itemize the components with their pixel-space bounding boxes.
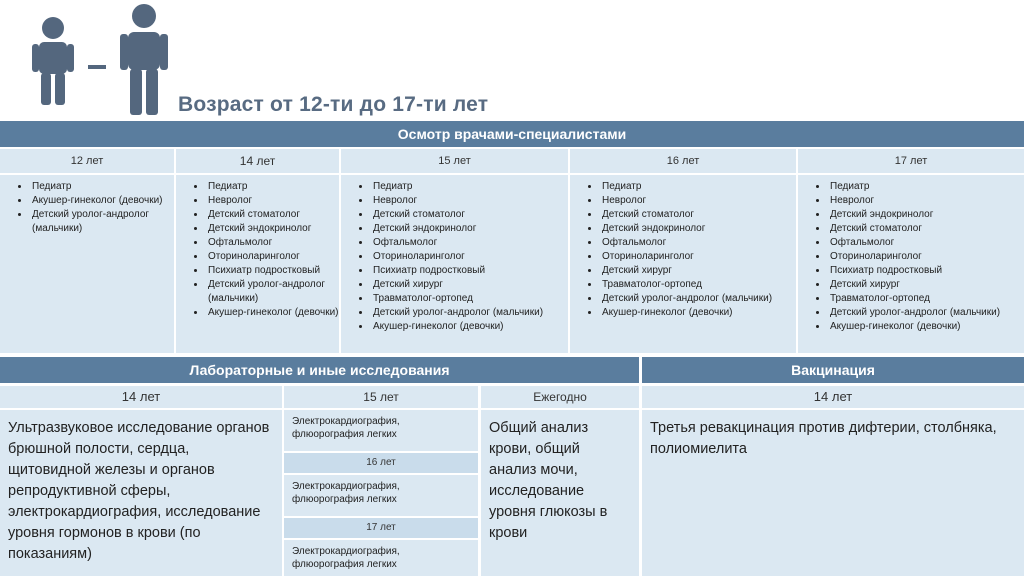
specialist-item: • Оториноларинголог [206, 250, 339, 264]
specialist-item: • Акушер-гинеколог (девочки) [371, 320, 568, 334]
exam-list-15 [341, 175, 568, 353]
specialist-item: • Педиатр [600, 180, 796, 194]
specialist-list [0, 180, 174, 236]
specialist-item: • Детский эндокринолог [828, 208, 1024, 222]
lab-text-16 [284, 475, 478, 516]
lab-text-16-content: Электрокардиография, флюорография легких [292, 481, 400, 505]
lab-text-yearly-content: Общий анализ крови, общий анализ мочи, исследование уровня глюкозы в крови [489, 420, 608, 541]
specialist-item: • Педиатр [206, 180, 339, 194]
specialist-item: • Офтальмолог [206, 236, 339, 250]
specialist-item: • Акушер-гинеколог (девочки) [30, 194, 174, 208]
specialist-item: • Детский хирург [371, 278, 568, 292]
teen-figure-icon [118, 3, 170, 117]
specialist-item: • Психиатр подростковый [206, 264, 339, 278]
specialist-item: • Психиатр подростковый [371, 264, 568, 278]
exam-list-14 [176, 175, 339, 353]
specialist-item: • Офтальмолог [828, 236, 1024, 250]
specialist-item: • Невролог [828, 194, 1024, 208]
vacc-header: Вакцинация [642, 357, 1024, 383]
lab-header: Лабораторные и иные исследования [0, 357, 639, 383]
exam-age-17: 17 лет [798, 149, 1024, 173]
dash-separator [88, 65, 106, 69]
lab-text-15 [284, 410, 478, 451]
specialist-item: • Детский уролог-андролог (мальчики) [828, 306, 1024, 320]
specialist-item: • Педиатр [828, 180, 1024, 194]
specialist-list [341, 180, 568, 334]
specialist-list [798, 180, 1024, 334]
exam-list-12 [0, 175, 174, 353]
lab-text-15-content: Электрокардиография, флюорография легких [292, 416, 400, 440]
specialist-item: • Детский уролог-андролог (мальчики) [371, 306, 568, 320]
specialist-item: • Детский стоматолог [600, 208, 796, 222]
specialist-item: • Детский стоматолог [371, 208, 568, 222]
specialist-item: • Акушер-гинеколог (девочки) [828, 320, 1024, 334]
exam-age-12: 12 лет [0, 149, 174, 173]
specialist-item: • Детский уролог-андролог (мальчики) [206, 278, 339, 306]
specialist-item: • Детский уролог-андролог (мальчики) [600, 292, 796, 306]
lab-text-14 [0, 410, 282, 576]
exam-list-16 [570, 175, 796, 353]
lab-age-15: 15 лет [284, 386, 478, 408]
specialist-item: • Невролог [600, 194, 796, 208]
exam-age-16: 16 лет [570, 149, 796, 173]
specialist-item: • Детский стоматолог [828, 222, 1024, 236]
lab-age-yearly: Ежегодно [481, 386, 639, 408]
lab-text-yearly [481, 410, 639, 576]
lab-age-14: 14 лет [0, 386, 282, 408]
specialist-item: • Детский хирург [600, 264, 796, 278]
specialist-item: • Детский хирург [828, 278, 1024, 292]
lab-age-17: 17 лет [284, 518, 478, 538]
lab-age-16: 16 лет [284, 453, 478, 473]
specialist-item: • Педиатр [30, 180, 174, 194]
specialist-item: • Офтальмолог [371, 236, 568, 250]
page-title: Возраст от 12-ти до 17-ти лет [178, 93, 489, 116]
specialist-item: • Психиатр подростковый [828, 264, 1024, 278]
specialist-item: • Травматолог-ортопед [828, 292, 1024, 306]
specialist-item: • Педиатр [371, 180, 568, 194]
specialist-item: • Невролог [371, 194, 568, 208]
vacc-text [642, 410, 1024, 576]
specialist-item: • Травматолог-ортопед [600, 278, 796, 292]
specialist-item: • Оториноларинголог [371, 250, 568, 264]
vacc-age-14: 14 лет [642, 386, 1024, 408]
specialist-item: • Детский эндокринолог [371, 222, 568, 236]
specialist-item: • Детский эндокринолог [600, 222, 796, 236]
child-figure-icon [30, 15, 76, 107]
specialist-item: • Невролог [206, 194, 339, 208]
specialist-item: • Оториноларинголог [828, 250, 1024, 264]
header-area [0, 0, 1024, 120]
specialist-item: • Детский эндокринолог [206, 222, 339, 236]
lab-text-17 [284, 540, 478, 576]
exam-header: Осмотр врачами-специалистами [0, 121, 1024, 147]
specialist-item: • Оториноларинголог [600, 250, 796, 264]
specialist-item: • Травматолог-ортопед [371, 292, 568, 306]
specialist-item: • Детский уролог-андролог (мальчики) [30, 208, 174, 236]
specialist-list [176, 180, 339, 320]
lab-text-17-content: Электрокардиография, флюорография легких [292, 546, 400, 570]
exam-list-17 [798, 175, 1024, 353]
specialist-item: • Акушер-гинеколог (девочки) [600, 306, 796, 320]
lab-text-14-content: Ультразвуковое исследование органов брюшной полости, сердца, щитовидной железы и органов репродуктивной сферы, электрокардиография, исследование уровня гормонов в крови (по показаниям) [8, 420, 270, 562]
exam-age-15: 15 лет [341, 149, 568, 173]
specialist-list [570, 180, 796, 320]
specialist-item: • Офтальмолог [600, 236, 796, 250]
specialist-item: • Детский стоматолог [206, 208, 339, 222]
exam-age-14: 14 лет [176, 149, 339, 173]
specialist-item: • Акушер-гинеколог (девочки) [206, 306, 339, 320]
vacc-text-content: Третья ревакцинация против дифтерии, столбняка, полиомиелита [650, 420, 997, 457]
